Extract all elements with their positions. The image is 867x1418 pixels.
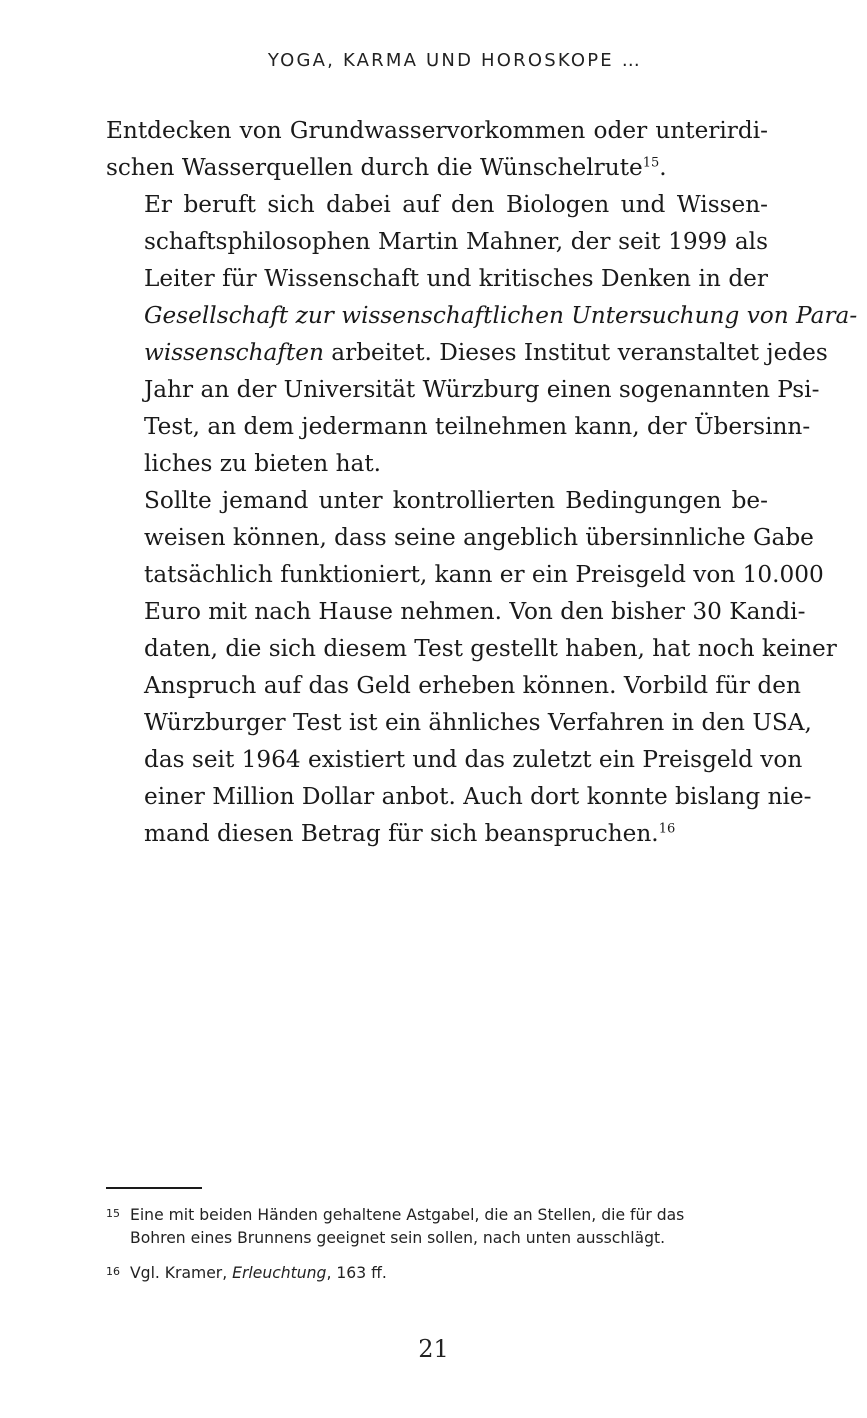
text-line [106,149,768,186]
text-line: Anspruch auf das Geld erheben können. Vorbild für den [144,672,801,699]
paragraph-1 [106,112,768,186]
paragraph-2 [106,186,858,482]
body-text [106,112,858,852]
footnote-ref-15[interactable]: 15 [642,155,660,171]
footnote-text: Bohren eines Brunnens geeignet sein sollen, nach unten ausschlägt. [130,1229,666,1247]
footnote-divider [106,1187,202,1189]
text-line: tatsächlich funktioniert, kann er ein Preisgeld von 10.000 [144,561,824,588]
text-line: weisen können, dass seine angeblich übersinnliche Gabe [144,524,814,551]
line-text: schen Wasserquellen durch die Wünschelrute [106,154,643,181]
footnote-number: 16 [106,1265,120,1278]
text-line [106,334,828,371]
footnote-15 [106,1204,746,1250]
footnote-text: Vgl. Kramer, [130,1264,233,1282]
text-line: Würzburger Test ist ein ähnliches Verfahren in den USA, [144,709,812,736]
footnote-text: Eine mit beiden Händen gehaltene Astgabel, die an Stellen, die für das [130,1206,685,1224]
line-end: . [659,154,667,181]
footnote-text: , 163 ff. [326,1264,387,1282]
paragraph-3 [106,482,837,852]
text-line: Test, an dem jedermann teilnehmen kann, der Übersinn- [144,413,811,440]
text-line: schaftsphilosophen Martin Mahner, der seit 1999 als [144,228,768,255]
text-line: liches zu bieten hat. [144,450,382,477]
footnote-16 [106,1262,746,1285]
text-line: Er beruft sich dabei auf den Biologen und Wissen- [144,191,768,218]
text-line: Jahr an der Universität Würzburg einen sogenannten Psi- [144,376,820,403]
footnote-number: 15 [106,1207,120,1220]
text-line [106,297,858,334]
text-line: daten, die sich diesem Test gestellt haben, hat noch keiner [144,635,837,662]
italic-title: wissenschaften [144,339,324,366]
text-line: Sollte jemand unter kontrollierten Bedingungen be- [144,487,768,514]
footnote-italic-title: Erleuchtung [232,1264,327,1282]
text-line [106,815,768,852]
footnotes [106,1204,746,1297]
text-line: Euro mit nach Hause nehmen. Von den bisher 30 Kandi- [144,598,806,625]
line-text: mand diesen Betrag für sich beanspruchen. [144,820,659,847]
line-text: arbeitet. Dieses Institut veranstaltet jedes [323,339,828,366]
page-number: 21 [418,1335,449,1363]
text-line: Leiter für Wissenschaft und kritisches Denken in der [144,265,768,292]
italic-title: Gesellschaft zur wissenschaftlichen Untersuchung von Para- [144,302,858,329]
running-head: YOGA, KARMA UND HOROSKOPE … [267,50,642,71]
text-line: Entdecken von Grundwasservorkommen oder unterirdi- [106,117,768,144]
footnote-ref-16[interactable]: 16 [658,821,676,837]
text-line: das seit 1964 existiert und das zuletzt ein Preisgeld von [144,746,803,773]
text-line: einer Million Dollar anbot. Auch dort konnte bislang nie- [144,783,812,810]
